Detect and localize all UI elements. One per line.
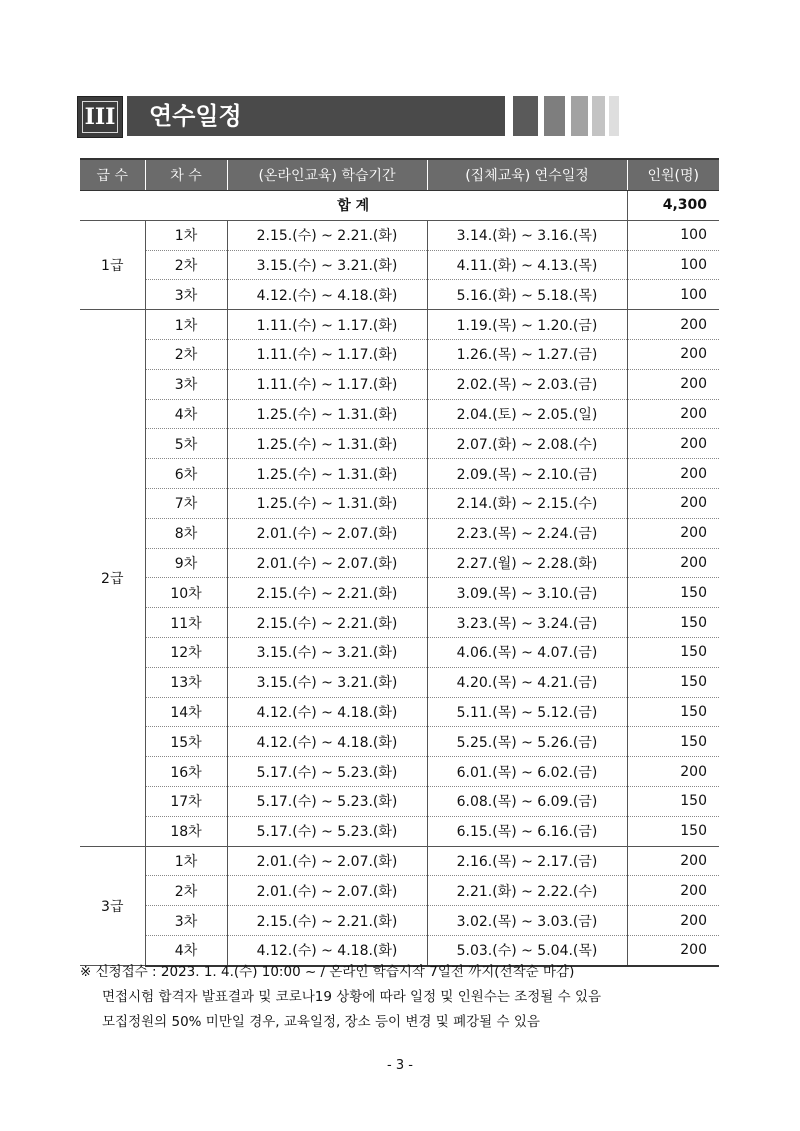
session-cell: 2차 bbox=[145, 250, 227, 280]
headcount-cell: 150 bbox=[627, 697, 719, 727]
note-line: 모집정원의 50% 미만일 경우, 교육일정, 장소 등이 변경 및 폐강될 수 있음 bbox=[102, 1014, 540, 1030]
table-row bbox=[80, 429, 719, 459]
session-cell: 14차 bbox=[145, 697, 227, 727]
offline-schedule-cell: 6.08.(목) ~ 6.09.(금) bbox=[427, 786, 627, 816]
section-header bbox=[77, 96, 577, 138]
table-row bbox=[80, 786, 719, 816]
offline-schedule-cell: 5.11.(목) ~ 5.12.(금) bbox=[427, 697, 627, 727]
decorative-stripe bbox=[513, 96, 538, 136]
session-cell: 6차 bbox=[145, 459, 227, 489]
section-title-bar bbox=[127, 96, 505, 136]
session-cell: 1차 bbox=[145, 310, 227, 340]
headcount-cell: 200 bbox=[627, 935, 719, 965]
headcount-cell: 100 bbox=[627, 220, 719, 250]
section-number-badge bbox=[77, 96, 123, 138]
offline-schedule-cell: 1.26.(목) ~ 1.27.(금) bbox=[427, 339, 627, 369]
notes bbox=[80, 960, 601, 1035]
headcount-cell: 150 bbox=[627, 786, 719, 816]
offline-schedule-cell: 3.14.(화) ~ 3.16.(목) bbox=[427, 220, 627, 250]
section-title: 연수일정 bbox=[149, 102, 242, 130]
total-value: 4,300 bbox=[627, 191, 719, 221]
table-header-row bbox=[80, 159, 719, 191]
table-row bbox=[80, 757, 719, 787]
online-period-cell: 4.12.(수) ~ 4.18.(화) bbox=[227, 697, 427, 727]
grade-cell: 1급 bbox=[80, 220, 145, 309]
headcount-cell: 200 bbox=[627, 310, 719, 340]
headcount-cell: 150 bbox=[627, 608, 719, 638]
online-period-cell: 2.01.(수) ~ 2.07.(화) bbox=[227, 548, 427, 578]
online-period-cell: 5.17.(수) ~ 5.23.(화) bbox=[227, 757, 427, 787]
page-number: - 3 - bbox=[387, 1058, 413, 1073]
offline-schedule-cell: 3.09.(목) ~ 3.10.(금) bbox=[427, 578, 627, 608]
offline-schedule-cell: 2.07.(화) ~ 2.08.(수) bbox=[427, 429, 627, 459]
table-row bbox=[80, 459, 719, 489]
headcount-cell: 200 bbox=[627, 876, 719, 906]
table-row bbox=[80, 608, 719, 638]
offline-schedule-cell: 5.03.(수) ~ 5.04.(목) bbox=[427, 935, 627, 965]
online-period-cell: 1.11.(수) ~ 1.17.(화) bbox=[227, 310, 427, 340]
schedule-table bbox=[80, 158, 719, 967]
session-cell: 2차 bbox=[145, 339, 227, 369]
headcount-cell: 150 bbox=[627, 667, 719, 697]
decorative-stripe bbox=[592, 96, 605, 136]
session-cell: 3차 bbox=[145, 369, 227, 399]
online-period-cell: 4.12.(수) ~ 4.18.(화) bbox=[227, 935, 427, 965]
online-period-cell: 2.01.(수) ~ 2.07.(화) bbox=[227, 846, 427, 876]
headcount-cell: 200 bbox=[627, 429, 719, 459]
decorative-stripe bbox=[571, 96, 588, 136]
headcount-cell: 150 bbox=[627, 637, 719, 667]
session-cell: 18차 bbox=[145, 816, 227, 846]
online-period-cell: 2.01.(수) ~ 2.07.(화) bbox=[227, 876, 427, 906]
headcount-cell: 200 bbox=[627, 399, 719, 429]
table-row bbox=[80, 846, 719, 876]
table-row bbox=[80, 339, 719, 369]
offline-schedule-cell: 6.15.(목) ~ 6.16.(금) bbox=[427, 816, 627, 846]
total-row bbox=[80, 191, 719, 221]
session-cell: 2차 bbox=[145, 876, 227, 906]
offline-schedule-cell: 3.02.(목) ~ 3.03.(금) bbox=[427, 906, 627, 936]
table-row bbox=[80, 250, 719, 280]
offline-schedule-cell: 3.23.(목) ~ 3.24.(금) bbox=[427, 608, 627, 638]
online-period-cell: 2.15.(수) ~ 2.21.(화) bbox=[227, 220, 427, 250]
headcount-cell: 200 bbox=[627, 488, 719, 518]
table-body bbox=[80, 191, 719, 966]
headcount-cell: 200 bbox=[627, 339, 719, 369]
headcount-cell: 100 bbox=[627, 280, 719, 310]
column-header-headcount: 인원(명) bbox=[627, 159, 719, 191]
offline-schedule-cell: 4.20.(목) ~ 4.21.(금) bbox=[427, 667, 627, 697]
table-row bbox=[80, 518, 719, 548]
table-row bbox=[80, 280, 719, 310]
table-row bbox=[80, 727, 719, 757]
table-row bbox=[80, 220, 719, 250]
online-period-cell: 1.25.(수) ~ 1.31.(화) bbox=[227, 429, 427, 459]
headcount-cell: 200 bbox=[627, 548, 719, 578]
online-period-cell: 4.12.(수) ~ 4.18.(화) bbox=[227, 280, 427, 310]
session-cell: 16차 bbox=[145, 757, 227, 787]
session-cell: 4차 bbox=[145, 935, 227, 965]
table-row bbox=[80, 399, 719, 429]
offline-schedule-cell: 2.02.(목) ~ 2.03.(금) bbox=[427, 369, 627, 399]
table-row bbox=[80, 548, 719, 578]
headcount-cell: 150 bbox=[627, 727, 719, 757]
section-number: III bbox=[82, 101, 118, 133]
online-period-cell: 2.15.(수) ~ 2.21.(화) bbox=[227, 906, 427, 936]
session-cell: 13차 bbox=[145, 667, 227, 697]
note-line: ※ 신청접수 : 2023. 1. 4.(수) 10:00 ~ / 온라인 학습시작 7일전 까지(선착순 마감) bbox=[80, 964, 575, 980]
offline-schedule-cell: 6.01.(목) ~ 6.02.(금) bbox=[427, 757, 627, 787]
table-row bbox=[80, 906, 719, 936]
online-period-cell: 3.15.(수) ~ 3.21.(화) bbox=[227, 250, 427, 280]
table-row bbox=[80, 369, 719, 399]
offline-schedule-cell: 2.16.(목) ~ 2.17.(금) bbox=[427, 846, 627, 876]
online-period-cell: 5.17.(수) ~ 5.23.(화) bbox=[227, 786, 427, 816]
session-cell: 9차 bbox=[145, 548, 227, 578]
grade-cell: 3급 bbox=[80, 846, 145, 966]
offline-schedule-cell: 5.25.(목) ~ 5.26.(금) bbox=[427, 727, 627, 757]
table-row bbox=[80, 488, 719, 518]
table-row bbox=[80, 816, 719, 846]
session-cell: 1차 bbox=[145, 846, 227, 876]
offline-schedule-cell: 2.21.(화) ~ 2.22.(수) bbox=[427, 876, 627, 906]
online-period-cell: 4.12.(수) ~ 4.18.(화) bbox=[227, 727, 427, 757]
session-cell: 17차 bbox=[145, 786, 227, 816]
session-cell: 15차 bbox=[145, 727, 227, 757]
offline-schedule-cell: 2.27.(월) ~ 2.28.(화) bbox=[427, 548, 627, 578]
offline-schedule-cell: 4.11.(화) ~ 4.13.(목) bbox=[427, 250, 627, 280]
session-cell: 8차 bbox=[145, 518, 227, 548]
table-row bbox=[80, 876, 719, 906]
offline-schedule-cell: 5.16.(화) ~ 5.18.(목) bbox=[427, 280, 627, 310]
table-row bbox=[80, 637, 719, 667]
headcount-cell: 200 bbox=[627, 459, 719, 489]
decorative-stripe bbox=[609, 96, 619, 136]
grade-cell: 2급 bbox=[80, 310, 145, 846]
offline-schedule-cell: 2.09.(목) ~ 2.10.(금) bbox=[427, 459, 627, 489]
column-header-online-period: (온라인교육) 학습기간 bbox=[227, 159, 427, 191]
offline-schedule-cell: 4.06.(목) ~ 4.07.(금) bbox=[427, 637, 627, 667]
online-period-cell: 1.25.(수) ~ 1.31.(화) bbox=[227, 459, 427, 489]
online-period-cell: 2.01.(수) ~ 2.07.(화) bbox=[227, 518, 427, 548]
note-line: 면접시험 합격자 발표결과 및 코로나19 상황에 따라 일정 및 인원수는 조정될 수 있음 bbox=[102, 989, 602, 1005]
online-period-cell: 2.15.(수) ~ 2.21.(화) bbox=[227, 608, 427, 638]
online-period-cell: 3.15.(수) ~ 3.21.(화) bbox=[227, 667, 427, 697]
session-cell: 11차 bbox=[145, 608, 227, 638]
headcount-cell: 200 bbox=[627, 846, 719, 876]
decorative-stripe bbox=[544, 96, 565, 136]
session-cell: 3차 bbox=[145, 906, 227, 936]
session-cell: 7차 bbox=[145, 488, 227, 518]
session-cell: 12차 bbox=[145, 637, 227, 667]
online-period-cell: 1.11.(수) ~ 1.17.(화) bbox=[227, 369, 427, 399]
offline-schedule-cell: 2.14.(화) ~ 2.15.(수) bbox=[427, 488, 627, 518]
online-period-cell: 1.11.(수) ~ 1.17.(화) bbox=[227, 339, 427, 369]
table-row bbox=[80, 667, 719, 697]
offline-schedule-cell: 2.23.(목) ~ 2.24.(금) bbox=[427, 518, 627, 548]
headcount-cell: 150 bbox=[627, 578, 719, 608]
headcount-cell: 200 bbox=[627, 906, 719, 936]
headcount-cell: 200 bbox=[627, 369, 719, 399]
headcount-cell: 150 bbox=[627, 816, 719, 846]
total-label: 합 계 bbox=[80, 191, 627, 221]
session-cell: 4차 bbox=[145, 399, 227, 429]
column-header-session: 차 수 bbox=[145, 159, 227, 191]
offline-schedule-cell: 1.19.(목) ~ 1.20.(금) bbox=[427, 310, 627, 340]
online-period-cell: 1.25.(수) ~ 1.31.(화) bbox=[227, 488, 427, 518]
online-period-cell: 1.25.(수) ~ 1.31.(화) bbox=[227, 399, 427, 429]
table-row bbox=[80, 697, 719, 727]
session-cell: 5차 bbox=[145, 429, 227, 459]
headcount-cell: 200 bbox=[627, 757, 719, 787]
offline-schedule-cell: 2.04.(토) ~ 2.05.(일) bbox=[427, 399, 627, 429]
online-period-cell: 2.15.(수) ~ 2.21.(화) bbox=[227, 578, 427, 608]
table-row bbox=[80, 578, 719, 608]
headcount-cell: 100 bbox=[627, 250, 719, 280]
table-row bbox=[80, 310, 719, 340]
headcount-cell: 200 bbox=[627, 518, 719, 548]
online-period-cell: 5.17.(수) ~ 5.23.(화) bbox=[227, 816, 427, 846]
column-header-grade: 급 수 bbox=[80, 159, 145, 191]
session-cell: 3차 bbox=[145, 280, 227, 310]
session-cell: 1차 bbox=[145, 220, 227, 250]
column-header-offline-schedule: (집체교육) 연수일정 bbox=[427, 159, 627, 191]
online-period-cell: 3.15.(수) ~ 3.21.(화) bbox=[227, 637, 427, 667]
session-cell: 10차 bbox=[145, 578, 227, 608]
